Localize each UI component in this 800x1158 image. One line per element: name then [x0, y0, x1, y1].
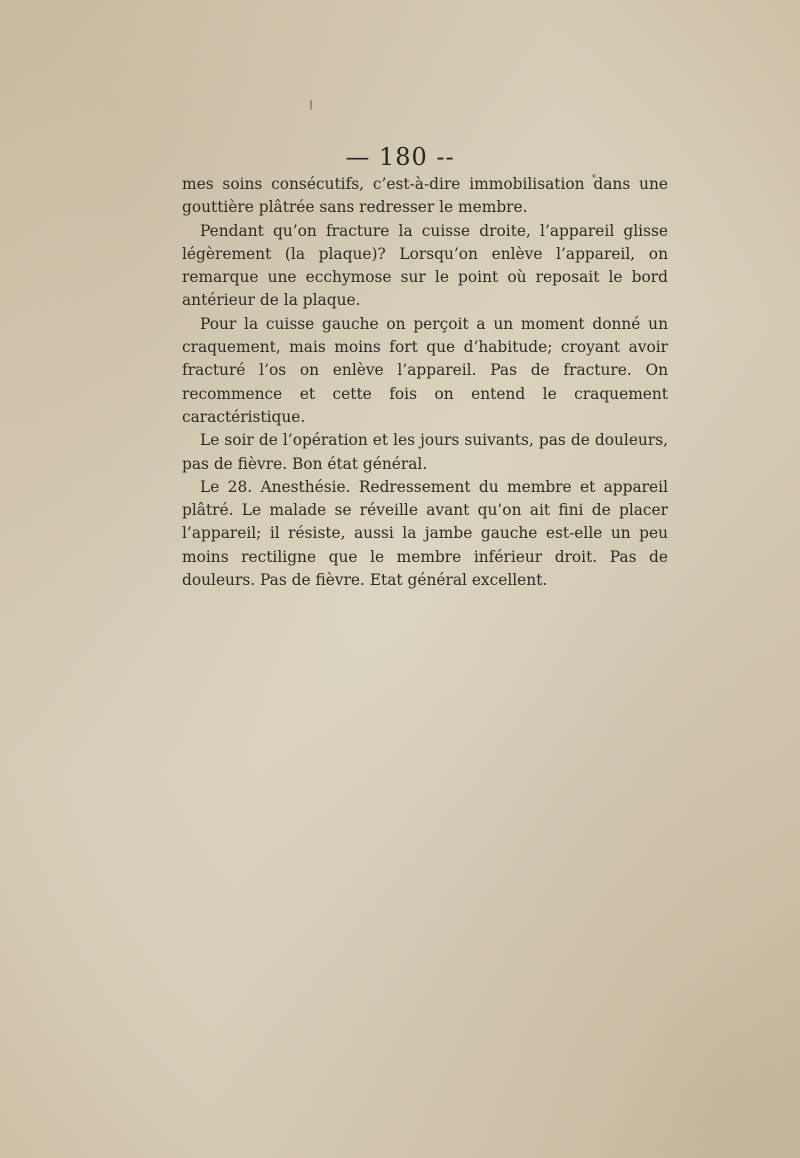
body-text: [182, 173, 668, 592]
paragraph-day-28: Le 28. Anesthésie. Redressement du membre et appareil plâtré. Le malade se réveille avant qu’on ait fini de placer l’appareil; il résiste, aussi la jambe gauche est-elle un peu moins rectiligne que le membre inférieur droit. Pas de douleurs. Pas de fièvre. Etat général excellent.: [182, 477, 668, 590]
page-number: — 180 --: [345, 143, 455, 171]
paragraph-continuation: mes soins consécutifs, c’est-à-dire immobilisation dans une gouttière plâtrée sans redresser le membre.: [182, 175, 668, 217]
paragraph-right-thigh: Pendant qu’on fracture la cuisse droite, l’appareil glisse légèrement (la plaque)? Lorsqu’on enlève l’appareil, on remarque une ecchymose sur le point où reposait le bord antérieur de la plaque.: [182, 221, 668, 310]
paragraph-left-thigh: Pour la cuisse gauche on perçoit a un moment donné un craquement, mais moins fort que d’habitude; croyant avoir fracturé l’os on enlève l’appareil. Pas de fracture. On recommence et cette fois on entend le craquement caractéristique.: [182, 314, 668, 426]
ink-speck: [310, 100, 312, 110]
paragraph-evening: Le soir de l’opération et les jours suivants, pas de douleurs, pas de fièvre. Bon état général.: [182, 431, 668, 473]
